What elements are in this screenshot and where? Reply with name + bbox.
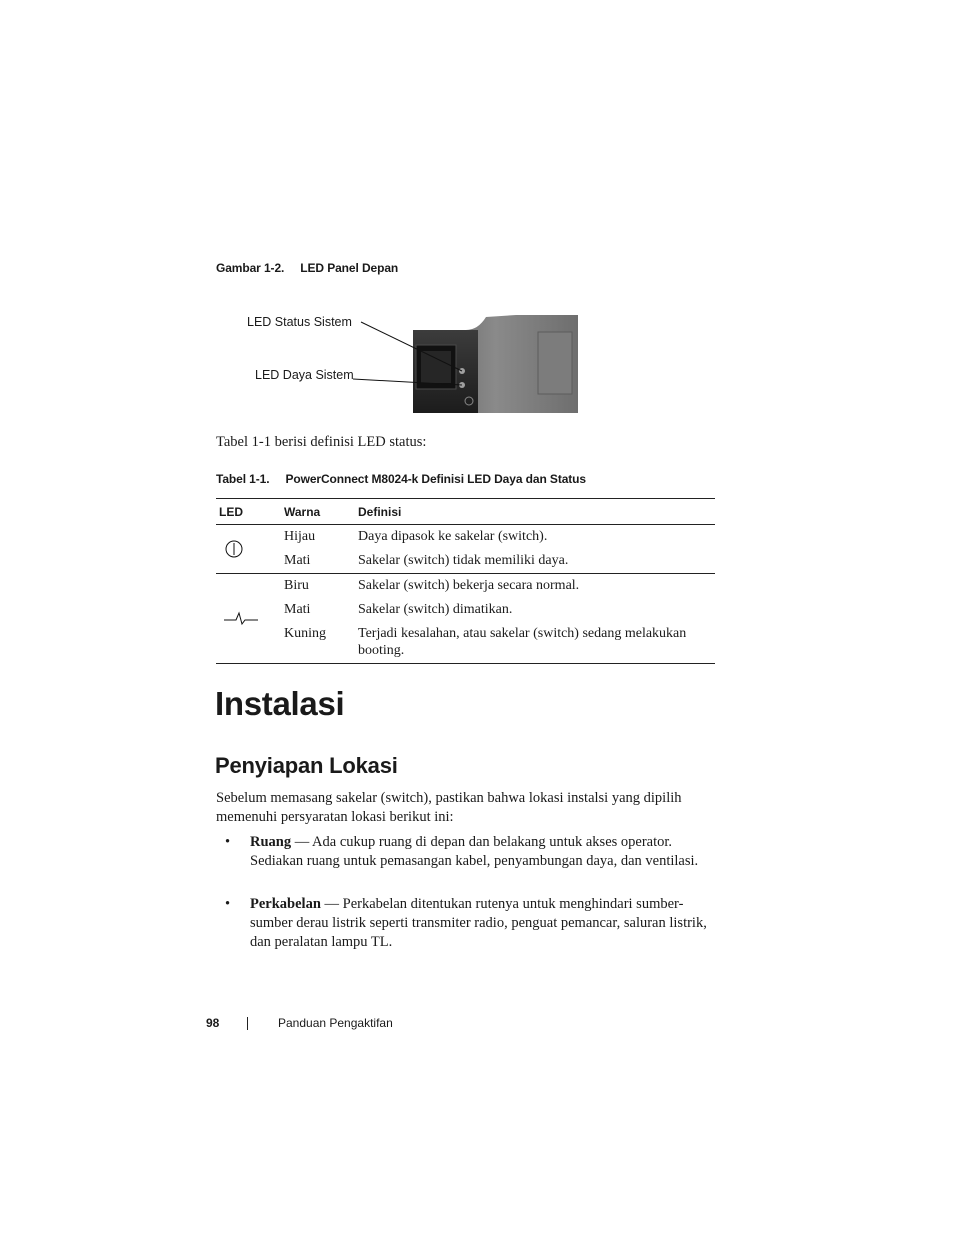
intro-text: Tabel 1-1 berisi definisi LED status:	[216, 434, 427, 450]
list-item	[216, 833, 716, 871]
heading-penyiapan-lokasi: Penyiapan Lokasi	[215, 753, 398, 778]
cell-warna: Mati	[284, 553, 311, 568]
status-pulse-icon	[224, 610, 260, 628]
table-caption	[216, 472, 586, 486]
cell-definisi: Sakelar (switch) dimatikan.	[358, 602, 513, 617]
bullet-list	[216, 833, 716, 871]
table-group-status	[216, 573, 715, 663]
led-cell	[216, 574, 284, 663]
cell-warna: Hijau	[284, 529, 316, 544]
cell-definisi: Sakelar (switch) bekerja secara normal.	[358, 578, 580, 593]
page-number: 98	[206, 1016, 220, 1030]
bullet-list	[216, 895, 716, 952]
cell-definisi: Daya dipasok ke sakelar (switch).	[358, 529, 548, 544]
list-item	[216, 895, 716, 952]
table-group-power	[216, 525, 715, 573]
cell-definisi: Sakelar (switch) tidak memiliki daya.	[358, 553, 569, 568]
table-header-row	[216, 499, 715, 525]
table-caption-title: PowerConnect M8024-k Definisi LED Daya dan Status	[285, 472, 586, 486]
table-row	[284, 622, 715, 663]
footer-doc-title: Panduan Pengaktifan	[278, 1016, 393, 1030]
led-cell	[216, 525, 284, 573]
bullet-text: — Perkabelan ditentukan rutenya untuk menghindari sumber-sumber derau listrik seperti transmiter radio, penguat pemancar, saluran listrik, dan peralatan lampu TL.	[250, 896, 707, 950]
power-icon	[224, 539, 244, 559]
table-row	[284, 598, 715, 622]
bullet-text: — Ada cukup ruang di depan dan belakang untuk akses operator. Sediakan ruang untuk pemasangan kabel, penyambungan daya, dan ventilasi.	[250, 834, 699, 869]
cell-definisi: Terjadi kesalahan, atau sakelar (switch) sedang melakukan booting.	[358, 626, 687, 658]
footer-separator	[247, 1017, 248, 1030]
header-led: LED	[219, 504, 243, 519]
table-row	[284, 549, 715, 573]
cell-warna: Kuning	[284, 626, 326, 641]
figure-caption	[216, 261, 398, 275]
intro-paragraph: Sebelum memasang sakelar (switch), pastikan bahwa lokasi instalsi yang dipilih memenuhi persyaratan lokasi berikut ini:	[216, 790, 682, 825]
led-definition-table	[216, 498, 715, 664]
cell-warna: Mati	[284, 602, 311, 617]
callout-power-led: LED Daya Sistem	[255, 368, 354, 382]
cell-warna: Biru	[284, 578, 309, 593]
bullet-dot: •	[225, 896, 231, 912]
heading-instalasi: Instalasi	[215, 685, 345, 722]
callout-status-led: LED Status Sistem	[247, 315, 352, 329]
header-definisi: Definisi	[358, 504, 402, 519]
table-caption-label: Tabel 1-1.	[216, 472, 270, 486]
bullet-term: Perkabelan	[250, 896, 321, 912]
table-row	[284, 525, 715, 549]
figure-caption-title: LED Panel Depan	[300, 261, 399, 275]
figure-caption-label: Gambar 1-2.	[216, 261, 285, 275]
bullet-dot: •	[225, 834, 231, 850]
header-warna: Warna	[284, 504, 321, 519]
front-panel-figure	[216, 305, 596, 425]
table-row	[284, 574, 715, 598]
bullet-term: Ruang	[250, 834, 292, 850]
